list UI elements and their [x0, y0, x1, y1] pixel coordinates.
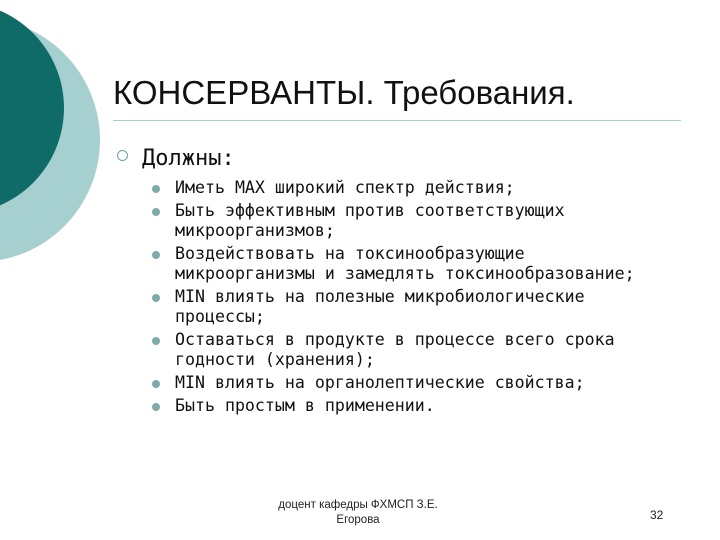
bullet-dot-icon: [152, 185, 160, 193]
requirements-list: [152, 178, 672, 419]
bullet-dot-icon: [152, 403, 160, 411]
slide-title: КОНСЕРВАНТЫ. Требования.: [113, 74, 575, 111]
list-item-text: Оставаться в продукте в процессе всего срока годности (хранения);: [175, 330, 615, 369]
list-item: [152, 396, 672, 416]
level1-item: [117, 146, 235, 171]
title-divider: [113, 120, 681, 121]
bullet-dot-icon: [152, 208, 160, 216]
bullet-dot-icon: [152, 294, 160, 302]
decorative-circles: [0, 0, 120, 290]
page-number: 32: [650, 508, 664, 522]
list-item-text: MIN влиять на органолептические свойства;: [175, 373, 585, 392]
list-item: [152, 330, 672, 370]
list-item: [152, 178, 672, 198]
bullet-dot-icon: [152, 380, 160, 388]
list-item: [152, 201, 672, 241]
footer-author: доцент кафедры ФХМСП З.Е. Егорова: [278, 499, 438, 526]
list-item: [152, 287, 672, 327]
level1-text: Должны:: [142, 146, 235, 171]
ring-bullet-icon: [117, 150, 128, 161]
list-item: [152, 373, 672, 393]
list-item-text: Воздействовать на токсинообразующие микроорганизмы и замедлять токсинообразование;: [175, 244, 635, 283]
list-item: [152, 244, 672, 284]
list-item-text: Быть простым в применении.: [175, 396, 435, 415]
bullet-dot-icon: [152, 337, 160, 345]
list-item-text: Иметь MAX широкий спектр действия;: [175, 178, 515, 197]
bullet-dot-icon: [152, 251, 160, 259]
list-item-text: Быть эффективным против соответствующих микроорганизмов;: [175, 201, 565, 240]
list-item-text: MIN влиять на полезные микробиологические процессы;: [175, 287, 585, 326]
